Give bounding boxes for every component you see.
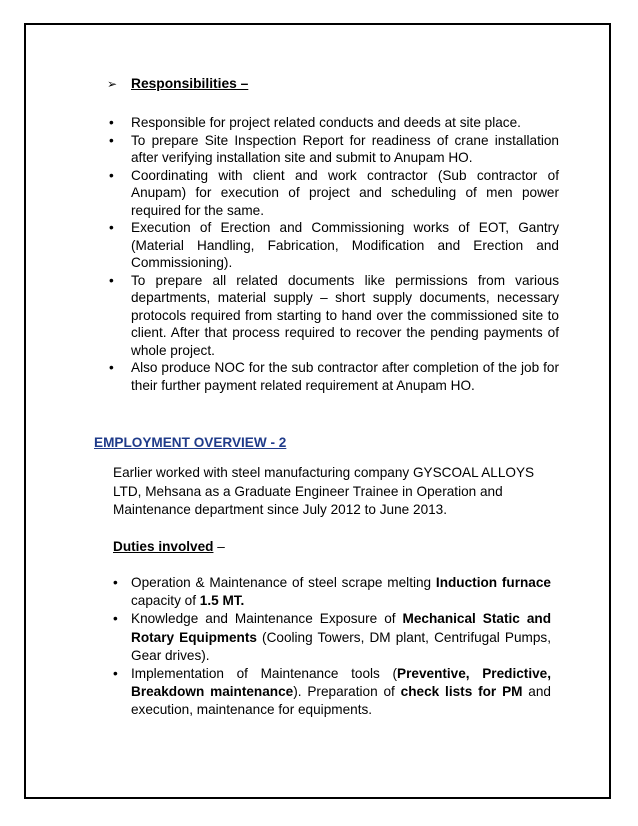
list-item xyxy=(107,219,559,272)
list-item xyxy=(107,114,559,132)
list-item-text: Also produce NOC for the sub contractor after completion of the job for their further payment related requirement at Anupam HO. xyxy=(131,360,559,393)
list-item-text: To prepare all related documents like permissions from various departments, material supply – short supply documents, necessary protocols required from starting to hand over the commissioned site to client. After that process required to recover the pending payments of whole project. xyxy=(131,272,559,358)
duty-text: Implementation of Maintenance tools ( xyxy=(131,666,398,682)
list-item-text: Coordinating with client and work contractor (Sub contractor of Anupam) for execution of project and scheduling of men power required for the same. xyxy=(131,167,559,218)
duty-text: capacity of xyxy=(131,593,200,609)
duty-text: Knowledge and Maintenance Exposure of xyxy=(131,611,403,627)
bullet-icon: • xyxy=(109,132,114,148)
duty-bold: Induction furnace xyxy=(435,575,551,590)
list-item xyxy=(107,272,559,360)
list-item xyxy=(113,610,551,665)
list-item-text: To prepare Site Inspection Report for readiness of crane installation after verifying installation site and submit to Anupam HO. xyxy=(131,132,559,165)
duties-list xyxy=(113,574,551,720)
duty-text: ). Preparation of xyxy=(293,684,401,700)
duties-title: Duties involved xyxy=(113,539,214,554)
responsibilities-list xyxy=(107,114,559,394)
responsibilities-heading xyxy=(107,75,248,94)
duty-bold: Preventive, Predictive, Breakdown maintenance xyxy=(131,666,551,700)
employment-overview-heading: EMPLOYMENT OVERVIEW - 2 xyxy=(94,435,287,450)
bullet-icon: • xyxy=(113,666,118,682)
duty-text: Operation & Maintenance of steel scrape melting xyxy=(131,575,436,590)
bullet-icon: • xyxy=(109,272,114,288)
arrow-bullet-icon: ➢ xyxy=(107,77,118,91)
bullet-icon: • xyxy=(109,220,114,235)
list-item xyxy=(113,665,551,720)
list-item-text: Responsible for project related conducts and deeds at site place. xyxy=(131,115,521,130)
duty-text: and execution, maintenance for equipments. xyxy=(131,684,551,718)
list-item xyxy=(113,574,551,610)
duty-text: (Cooling Towers, DM plant, Centrifugal Pumps, Gear drives). xyxy=(131,629,551,663)
employment-paragraph: Earlier worked with steel manufacturing company GYSCOAL ALLOYS LTD, Mehsana as a Graduate Engineer Trainee in Operation and Maintenance department since July 2012 to June 2013. xyxy=(113,465,535,517)
duties-heading xyxy=(113,538,225,556)
duty-bold: check lists for PM xyxy=(400,684,523,700)
list-item-text: Execution of Erection and Commissioning works of EOT, Gantry (Material Handling, Fabrication, Modification and Erection and Commissioning). xyxy=(131,220,559,270)
list-item xyxy=(107,132,559,167)
bullet-icon: • xyxy=(113,611,118,627)
duties-dash: – xyxy=(213,539,225,554)
list-item xyxy=(107,359,559,394)
bullet-icon: • xyxy=(109,360,114,375)
duty-bold: Mechanical Static and Rotary Equipments xyxy=(131,611,551,645)
bullet-icon: • xyxy=(113,575,118,590)
duty-bold: 1.5 MT. xyxy=(199,593,245,609)
responsibilities-title: Responsibilities – xyxy=(131,76,249,91)
bullet-icon: • xyxy=(109,167,114,183)
bullet-icon: • xyxy=(109,115,114,130)
list-item xyxy=(107,167,559,220)
